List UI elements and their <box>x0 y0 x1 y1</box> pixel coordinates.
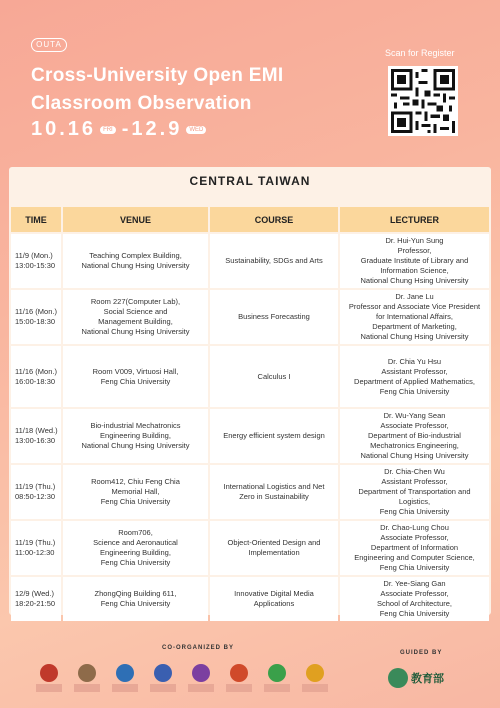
logo-caption <box>188 684 214 692</box>
lecturer-line: Dr. Hui-Yun Sung <box>385 236 444 245</box>
lecturer-cell <box>340 521 489 575</box>
course-line: Calculus I <box>257 371 291 381</box>
lecturer-line: Feng Chia University <box>379 609 450 618</box>
co-organizer-logo <box>302 664 328 692</box>
course-cell <box>210 346 338 407</box>
session-hours: 16:00-18:30 <box>15 376 56 386</box>
lecturer-line: Assistant Professor, <box>381 477 448 486</box>
session-hours: 18:20-21:50 <box>15 599 56 608</box>
table-row <box>11 346 489 407</box>
university-emblem-icon <box>40 664 58 682</box>
venue-line: Feng Chia University <box>100 497 171 506</box>
time-cell <box>11 346 61 407</box>
venue-line: Room V009, Virtuosi Hall, <box>92 366 179 376</box>
lecturer-line: National Chung Hsing University <box>360 332 469 341</box>
course-line: Object-Oriented Design and <box>227 538 321 547</box>
lecturer-line: Dr. Chia-Chen Wu <box>384 467 445 476</box>
date-start-day: FRI <box>100 126 116 134</box>
university-emblem-icon <box>192 664 210 682</box>
lecturer-line: Department of Information <box>370 543 459 552</box>
region-heading: CENTRAL TAIWAN <box>189 174 311 188</box>
co-organizer-logo <box>150 664 176 692</box>
lecturer-line: National Chung Hsing University <box>360 451 469 460</box>
course-line: Implementation <box>248 548 300 557</box>
column-header-time: TIME <box>11 207 61 232</box>
moe-logo <box>388 668 444 688</box>
university-emblem-icon <box>116 664 134 682</box>
lecturer-cell <box>340 409 489 463</box>
lecturer-line: Department of Marketing, <box>372 322 457 331</box>
venue-line: Feng Chia University <box>100 558 171 567</box>
course-cell <box>210 577 338 621</box>
register-qr-code[interactable] <box>388 66 458 136</box>
venue-line: Bio-industrial Mechatronics <box>90 421 181 430</box>
logo-caption <box>112 684 138 692</box>
table-row <box>11 465 489 519</box>
course-cell <box>210 234 338 288</box>
lecturer-line: Dr. Yee-Siang Gan <box>383 579 446 588</box>
co-organizer-logo <box>226 664 252 692</box>
session-hours: 15:00-18:30 <box>15 317 56 326</box>
lecturer-cell <box>340 577 489 621</box>
lecturer-line: Dr. Wu-Yang Sean <box>383 411 446 420</box>
lecturer-line: Department of Applied Mathematics, <box>354 376 475 386</box>
table-row <box>11 577 489 621</box>
lecturer-cell <box>340 465 489 519</box>
venue-line: National Chung Hsing University <box>81 441 190 450</box>
university-emblem-icon <box>154 664 172 682</box>
lecturer-line: Professor and Associate Vice President <box>348 302 481 311</box>
table-row <box>11 409 489 463</box>
lecturer-cell <box>340 346 489 407</box>
venue-line: National Chung Hsing University <box>81 327 190 336</box>
lecturer-cell <box>340 234 489 288</box>
lecturer-line: Feng Chia University <box>379 386 450 396</box>
table-header-row <box>11 207 489 232</box>
title-line-1: Cross-University Open EMI <box>31 65 284 86</box>
session-date: 11/9 (Mon.) <box>15 251 53 260</box>
logo-caption <box>264 684 290 692</box>
lecturer-line: Associate Professor, <box>380 421 449 430</box>
guided-label: GUIDED BY <box>400 650 443 656</box>
venue-line: ZhongQing Building 611, <box>94 589 177 598</box>
qr-code-icon <box>391 69 455 133</box>
venue-line: Science and Aeronautical <box>93 538 178 547</box>
logo-caption <box>226 684 252 692</box>
co-organizer-logo <box>112 664 138 692</box>
session-date: 11/19 (Thu.) <box>15 538 56 547</box>
lecturer-line: Assistant Professor, <box>381 366 448 376</box>
venue-line: Feng Chia University <box>100 376 171 386</box>
event-dates <box>31 118 212 141</box>
university-emblem-icon <box>78 664 96 682</box>
logo-caption <box>302 684 328 692</box>
lecturer-line: Department of Transportation and <box>358 487 471 496</box>
lecturer-line: Dr. Chao-Lung Chou <box>380 523 449 532</box>
lecturer-line: Feng Chia University <box>379 507 450 516</box>
course-line: Applications <box>253 599 295 608</box>
session-date: 12/9 (Wed.) <box>15 589 55 598</box>
lecturer-line: Associate Professor, <box>380 589 449 598</box>
venue-cell <box>63 346 208 407</box>
course-line: Business Forecasting <box>238 312 310 321</box>
moe-emblem-icon <box>388 668 408 688</box>
co-organizer-logos <box>36 664 328 692</box>
column-header-venue: VENUE <box>63 207 208 232</box>
lecturer-line: Dr. Jane Lu <box>395 292 434 301</box>
lecturer-cell <box>340 290 489 344</box>
venue-cell <box>63 577 208 621</box>
course-cell <box>210 409 338 463</box>
venue-line: Feng Chia University <box>100 599 171 608</box>
lecturer-line: Professor, <box>397 246 432 255</box>
column-header-lecturer: LECTURER <box>340 207 489 232</box>
venue-cell <box>63 409 208 463</box>
co-organizer-logo <box>188 664 214 692</box>
venue-line: Social Science and <box>103 307 168 316</box>
session-hours: 13:00-16:30 <box>15 436 56 445</box>
co-organizer-logo <box>74 664 100 692</box>
lecturer-line: Dr. Chia Yu Hsu <box>387 356 442 366</box>
event-title <box>31 62 283 118</box>
venue-cell <box>63 521 208 575</box>
university-emblem-icon <box>306 664 324 682</box>
course-cell <box>210 290 338 344</box>
venue-line: Room706, <box>118 528 153 537</box>
course-line: Energy efficient system design <box>223 431 325 440</box>
lecturer-line: Department of Bio-industrial <box>368 431 461 440</box>
course-line: International Logistics and Net <box>223 482 325 491</box>
logo-caption <box>74 684 100 692</box>
session-hours: 13:00-15:30 <box>15 261 56 270</box>
venue-line: National Chung Hsing University <box>81 261 190 270</box>
lecturer-line: Logistics, <box>398 497 431 506</box>
date-end-day: WED <box>186 126 206 134</box>
lecturer-line: Graduate Institute of Library and <box>360 256 469 265</box>
venue-line: Memorial Hall, <box>111 487 160 496</box>
schedule-table <box>9 205 491 623</box>
venue-cell <box>63 234 208 288</box>
lecturer-line: Mechatronics Engineering, <box>370 441 459 450</box>
venue-line: Room412, Chiu Feng Chia <box>91 477 180 486</box>
date-start: 10.16 <box>31 118 97 140</box>
column-header-course: COURSE <box>210 207 338 232</box>
lecturer-line: Information Science, <box>380 266 449 275</box>
logo-caption <box>150 684 176 692</box>
table-row <box>11 290 489 344</box>
co-organizer-logo <box>36 664 62 692</box>
venue-cell <box>63 290 208 344</box>
logo-caption <box>36 684 62 692</box>
session-hours: 11:00-12:30 <box>15 548 55 557</box>
time-cell <box>11 409 61 463</box>
session-date: 11/16 (Mon.) <box>15 366 57 376</box>
session-date: 11/16 (Mon.) <box>15 307 57 316</box>
lecturer-line: Feng Chia University <box>379 563 450 572</box>
title-line-2: Classroom Observation <box>31 93 252 114</box>
venue-line: Room 227(Computer Lab), <box>90 297 181 306</box>
co-organizer-logo <box>264 664 290 692</box>
time-cell <box>11 577 61 621</box>
session-date: 11/19 (Thu.) <box>15 482 56 491</box>
session-date: 11/18 (Wed.) <box>15 426 58 435</box>
lecturer-line: Associate Professor, <box>380 533 449 542</box>
lecturer-line: School of Architecture, <box>376 599 453 608</box>
university-emblem-icon <box>230 664 248 682</box>
venue-line: Management Building, <box>98 317 173 326</box>
co-organized-label: CO-ORGANIZED BY <box>162 645 234 651</box>
course-line: Innovative Digital Media <box>234 589 314 598</box>
time-cell <box>11 465 61 519</box>
time-cell <box>11 521 61 575</box>
lecturer-line: for International Affairs, <box>376 312 453 321</box>
venue-cell <box>63 465 208 519</box>
course-line: Sustainability, SDGs and Arts <box>225 256 323 265</box>
table-row <box>11 234 489 288</box>
course-cell <box>210 465 338 519</box>
time-cell <box>11 234 61 288</box>
session-hours: 08:50-12:30 <box>15 492 56 501</box>
venue-line: Teaching Complex Building, <box>89 251 182 260</box>
lecturer-line: Engineering and Computer Science, <box>354 553 475 562</box>
time-cell <box>11 290 61 344</box>
course-cell <box>210 521 338 575</box>
badge: OUTA <box>31 38 67 52</box>
course-line: Zero in Sustainability <box>239 492 309 501</box>
table-row <box>11 521 489 575</box>
moe-name: 教育部 <box>411 673 444 685</box>
lecturer-line: National Chung Hsing University <box>360 276 469 285</box>
venue-line: Engineering Building, <box>100 548 171 557</box>
venue-line: Engineering Building, <box>100 431 171 440</box>
scan-label: Scan for Register <box>385 48 455 58</box>
date-end: -12.9 <box>121 118 183 140</box>
university-emblem-icon <box>268 664 286 682</box>
